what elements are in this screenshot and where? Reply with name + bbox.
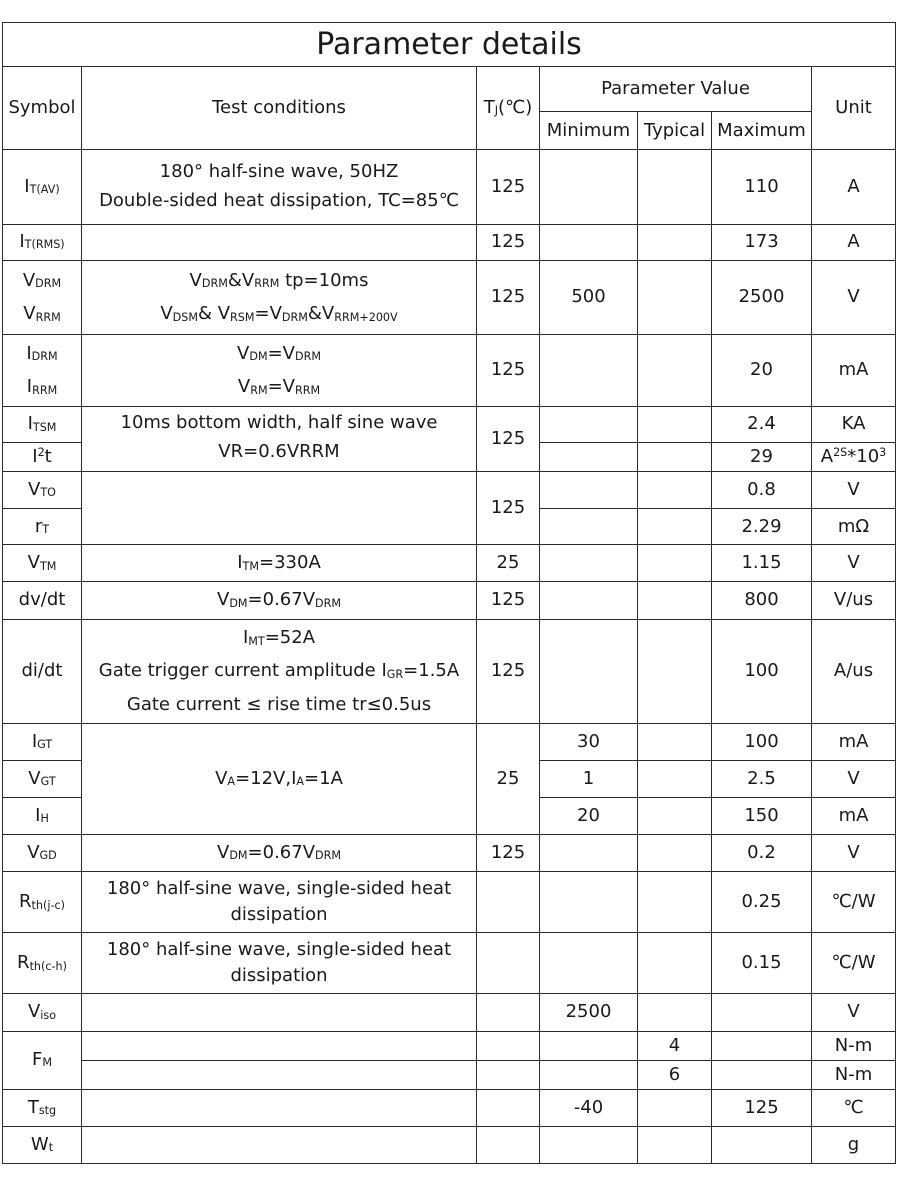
tj-cell: 125 <box>477 406 540 471</box>
tj-cell: 125 <box>477 150 540 224</box>
unit-cell: mA <box>812 334 896 406</box>
tj-cell: 25 <box>477 723 540 834</box>
min-cell <box>540 1031 638 1060</box>
max-cell: 173 <box>712 224 812 260</box>
max-cell: 2.5 <box>712 760 812 797</box>
table-title: Parameter details <box>3 23 896 67</box>
tj-cell <box>477 933 540 994</box>
symbol-cell: $I^2t$ <box>3 443 82 472</box>
unit-cell: V <box>812 260 896 334</box>
min-cell: -40 <box>540 1089 638 1126</box>
condition-cell <box>82 1031 477 1060</box>
condition-cell <box>82 1126 477 1163</box>
tj-cell <box>477 994 540 1031</box>
header-tj: $T_J(℃)$ <box>477 67 540 150</box>
min-cell <box>540 1060 638 1089</box>
table-row <box>3 1126 896 1163</box>
typ-cell <box>638 1089 712 1126</box>
typ-cell <box>638 472 712 509</box>
unit-cell: ℃ <box>812 1089 896 1126</box>
symbol-cell: $V_{TO}$ <box>3 472 82 509</box>
max-cell: 1.15 <box>712 545 812 582</box>
symbol-cell: $I_{T(RMS)}$ <box>3 224 82 260</box>
typ-cell <box>638 1126 712 1163</box>
header-parameter-value: Parameter Value <box>540 67 812 112</box>
typ-cell <box>638 760 712 797</box>
max-cell: 110 <box>712 150 812 224</box>
symbol-cell: di/dt <box>3 619 82 723</box>
tj-cell: 125 <box>477 835 540 872</box>
min-cell <box>540 509 638 545</box>
unit-cell: g <box>812 1126 896 1163</box>
max-cell <box>712 1031 812 1060</box>
min-cell: 500 <box>540 260 638 334</box>
typ-cell <box>638 150 712 224</box>
table-row <box>3 224 896 260</box>
min-cell <box>540 582 638 619</box>
min-cell: 2500 <box>540 994 638 1031</box>
unit-cell: mA <box>812 723 896 760</box>
min-cell <box>540 545 638 582</box>
symbol-cell: $W_t$ <box>3 1126 82 1163</box>
min-cell <box>540 872 638 933</box>
typ-cell <box>638 835 712 872</box>
symbol-cell: $V_{DRM}$ $V_{RRM}$ <box>3 260 82 334</box>
condition-cell: $V_A=12V,I_A=1A$ <box>82 723 477 834</box>
condition-cell: 180° half-sine wave, 50HZ Double-sided heat dissipation, TC=85℃ <box>82 150 477 224</box>
max-cell <box>712 1126 812 1163</box>
table-row <box>3 835 896 872</box>
unit-cell: KA <box>812 406 896 442</box>
symbol-cell: $r_T$ <box>3 509 82 545</box>
unit-cell: ℃/W <box>812 872 896 933</box>
parameter-table <box>2 22 896 1164</box>
header-minimum: Minimum <box>540 112 638 150</box>
condition-cell: $I_{TM}=330A$ <box>82 545 477 582</box>
tj-cell: 25 <box>477 545 540 582</box>
symbol-cell: dv/dt <box>3 582 82 619</box>
symbol-cell: $F_M$ <box>3 1031 82 1089</box>
table-row <box>3 334 896 406</box>
max-cell <box>712 1060 812 1089</box>
max-cell: 2500 <box>712 260 812 334</box>
min-cell <box>540 443 638 472</box>
unit-cell: N-m <box>812 1060 896 1089</box>
min-cell <box>540 150 638 224</box>
min-cell: 30 <box>540 723 638 760</box>
min-cell <box>540 1126 638 1163</box>
min-cell <box>540 224 638 260</box>
table-row <box>3 1031 896 1060</box>
tj-cell: 125 <box>477 334 540 406</box>
condition-cell: 180° half-sine wave, single-sided heat dissipation <box>82 933 477 994</box>
condition-cell <box>82 994 477 1031</box>
symbol-cell: $I_H$ <box>3 797 82 834</box>
table-row <box>3 1089 896 1126</box>
unit-cell: A <box>812 150 896 224</box>
table-row <box>3 582 896 619</box>
tj-cell <box>477 1060 540 1089</box>
unit-cell: V <box>812 835 896 872</box>
symbol-cell: $T_{stg}$ <box>3 1089 82 1126</box>
header-unit: Unit <box>812 67 896 150</box>
table-row <box>3 994 896 1031</box>
table-row <box>3 150 896 224</box>
condition-cell: $V_{DM}=0.67V_{DRM}$ <box>82 582 477 619</box>
min-cell <box>540 472 638 509</box>
unit-cell: mΩ <box>812 509 896 545</box>
max-cell: 150 <box>712 797 812 834</box>
condition-cell: 10ms bottom width, half sine wave VR=0.6VRRM <box>82 406 477 471</box>
tj-cell: 125 <box>477 619 540 723</box>
max-cell: 2.29 <box>712 509 812 545</box>
tj-cell: 125 <box>477 582 540 619</box>
max-cell: 800 <box>712 582 812 619</box>
tj-cell <box>477 1126 540 1163</box>
unit-cell: ℃/W <box>812 933 896 994</box>
max-cell: 0.25 <box>712 872 812 933</box>
max-cell <box>712 994 812 1031</box>
min-cell <box>540 406 638 442</box>
table-row <box>3 619 896 723</box>
typ-cell <box>638 406 712 442</box>
max-cell: 125 <box>712 1089 812 1126</box>
unit-cell: N-m <box>812 1031 896 1060</box>
typ-cell <box>638 872 712 933</box>
typ-cell <box>638 443 712 472</box>
table-row <box>3 406 896 442</box>
unit-cell: V <box>812 545 896 582</box>
typ-cell <box>638 994 712 1031</box>
condition-cell: $V_{DRM}\&V_{RRM}$ tp=10ms $V_{DSM}\&$ $V_{RSM}=V_{DRM}\&V_{RRM+200V}$ <box>82 260 477 334</box>
condition-cell <box>82 224 477 260</box>
header-typical: Typical <box>638 112 712 150</box>
header-test-conditions: Test conditions <box>82 67 477 150</box>
unit-cell: $A^{2S}*10^3$ <box>812 443 896 472</box>
max-cell: 0.15 <box>712 933 812 994</box>
typ-cell <box>638 723 712 760</box>
max-cell: 0.2 <box>712 835 812 872</box>
typ-cell: 6 <box>638 1060 712 1089</box>
unit-cell: V <box>812 472 896 509</box>
typ-cell: 4 <box>638 1031 712 1060</box>
unit-cell: V <box>812 760 896 797</box>
symbol-cell: $V_{GD}$ <box>3 835 82 872</box>
tj-cell: 125 <box>477 224 540 260</box>
typ-cell <box>638 509 712 545</box>
typ-cell <box>638 334 712 406</box>
typ-cell <box>638 224 712 260</box>
unit-cell: A <box>812 224 896 260</box>
symbol-cell: $R_{th(c-h)}$ <box>3 933 82 994</box>
typ-cell <box>638 619 712 723</box>
condition-cell: $I_{MT}=52A$ Gate trigger current amplitude $I_{GR}=1.5A$ Gate current ≤ rise time tr≤0.5us <box>82 619 477 723</box>
typ-cell <box>638 933 712 994</box>
tj-cell: 125 <box>477 472 540 545</box>
min-cell <box>540 619 638 723</box>
header-maximum: Maximum <box>712 112 812 150</box>
symbol-cell: $V_{TM}$ <box>3 545 82 582</box>
min-cell <box>540 933 638 994</box>
max-cell: 100 <box>712 723 812 760</box>
table-row <box>3 933 896 994</box>
min-cell <box>540 334 638 406</box>
symbol-cell: $R_{th(j-c)}$ <box>3 872 82 933</box>
condition-cell <box>82 1089 477 1126</box>
table-row <box>3 472 896 509</box>
symbol-cell: $V_{GT}$ <box>3 760 82 797</box>
typ-cell <box>638 545 712 582</box>
min-cell <box>540 835 638 872</box>
table-row <box>3 872 896 933</box>
condition-cell <box>82 472 477 545</box>
unit-cell: V <box>812 994 896 1031</box>
condition-cell: 180° half-sine wave, single-sided heat dissipation <box>82 872 477 933</box>
typ-cell <box>638 797 712 834</box>
max-cell: 29 <box>712 443 812 472</box>
symbol-cell: $I_{T(AV)}$ <box>3 150 82 224</box>
unit-cell: A/us <box>812 619 896 723</box>
symbol-cell: $V_{iso}$ <box>3 994 82 1031</box>
table-row <box>3 1060 896 1089</box>
tj-cell <box>477 1089 540 1126</box>
max-cell: 2.4 <box>712 406 812 442</box>
max-cell: 20 <box>712 334 812 406</box>
max-cell: 0.8 <box>712 472 812 509</box>
symbol-cell: $I_{GT}$ <box>3 723 82 760</box>
tj-cell: 125 <box>477 260 540 334</box>
table-row <box>3 545 896 582</box>
tj-cell <box>477 872 540 933</box>
symbol-cell: $I_{DRM}$ $I_{RRM}$ <box>3 334 82 406</box>
tj-cell <box>477 1031 540 1060</box>
typ-cell <box>638 260 712 334</box>
header-symbol: Symbol <box>3 67 82 150</box>
max-cell: 100 <box>712 619 812 723</box>
unit-cell: V/us <box>812 582 896 619</box>
min-cell: 1 <box>540 760 638 797</box>
table-row <box>3 260 896 334</box>
table-row <box>3 723 896 760</box>
symbol-cell: $I_{TSM}$ <box>3 406 82 442</box>
condition-cell: $V_{DM}=V_{DRM}$ $V_{RM}=V_{RRM}$ <box>82 334 477 406</box>
min-cell: 20 <box>540 797 638 834</box>
typ-cell <box>638 582 712 619</box>
unit-cell: mA <box>812 797 896 834</box>
condition-cell <box>82 1060 477 1089</box>
condition-cell: $V_{DM}=0.67V_{DRM}$ <box>82 835 477 872</box>
